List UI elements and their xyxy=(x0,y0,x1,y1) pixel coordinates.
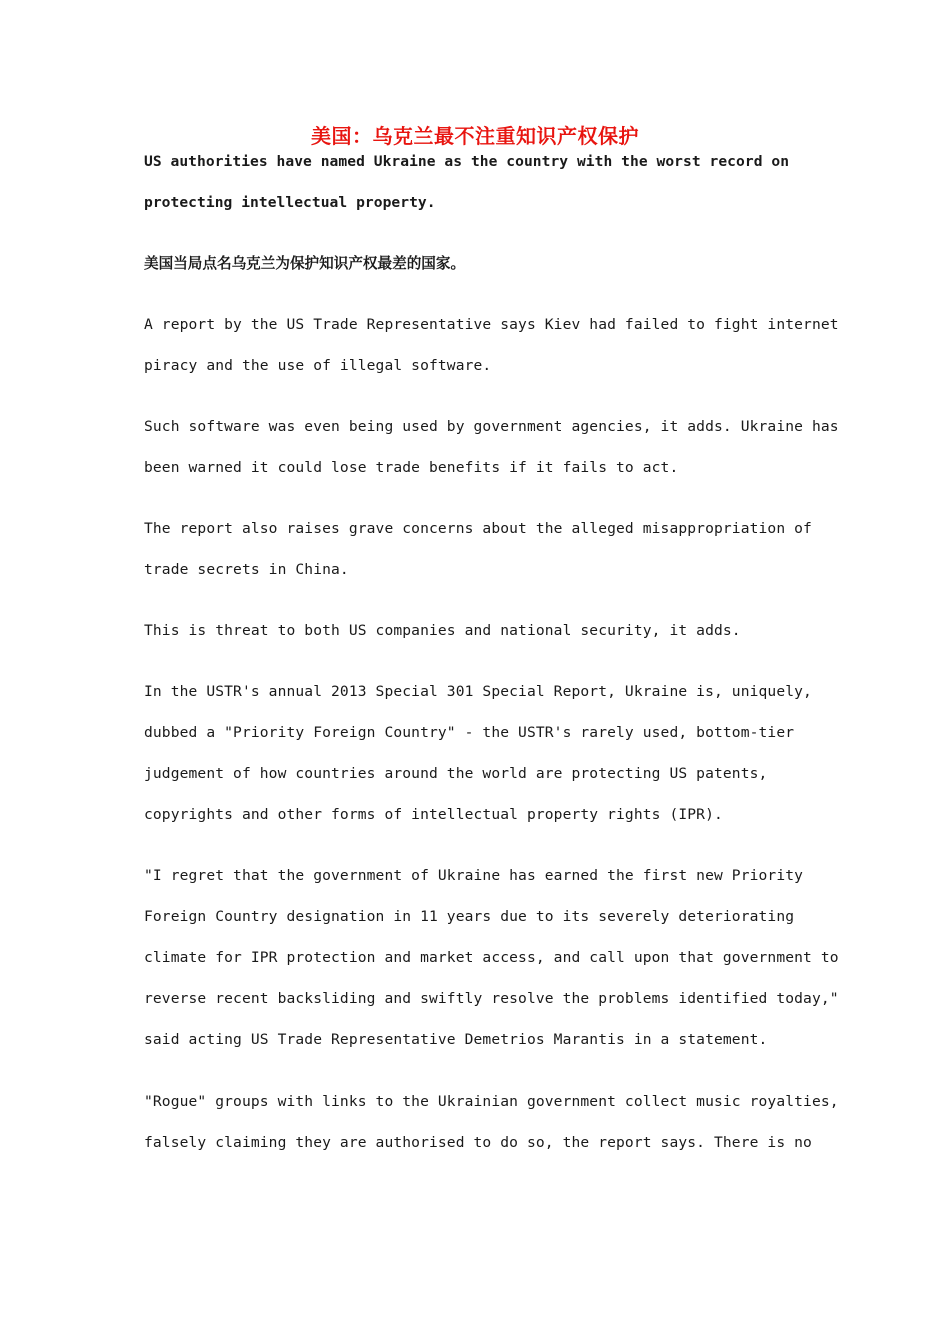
paragraph-line: A report by the US Trade Representative says Kiev had failed to fight internet xyxy=(144,316,839,333)
paragraph-line: falsely claiming they are authorised to do so, the report says. There is no xyxy=(144,1134,812,1151)
paragraph-line: trade secrets in China. xyxy=(144,561,349,578)
paragraph-line: "Rogue" groups with links to the Ukrainian government collect music royalties, xyxy=(144,1093,839,1110)
paragraph-line: piracy and the use of illegal software. xyxy=(144,357,492,374)
paragraph-line: judgement of how countries around the world are protecting US patents, xyxy=(144,765,768,782)
paragraph-line: The report also raises grave concerns about the alleged misappropriation of xyxy=(144,520,812,537)
paragraph-line: This is threat to both US companies and national security, it adds. xyxy=(144,622,741,639)
intro-line-2: protecting intellectual property. xyxy=(144,194,436,211)
paragraph-line: been warned it could lose trade benefits if it fails to act. xyxy=(144,459,679,476)
paragraph-line: said acting US Trade Representative Demetrios Marantis in a statement. xyxy=(144,1031,768,1048)
intro-translation: 美国当局点名乌克兰为保护知识产权最差的国家。 xyxy=(144,255,466,272)
document-title: 美国：乌克兰最不注重知识产权保护 xyxy=(311,124,639,148)
paragraph-line: "I regret that the government of Ukraine has earned the first new Priority xyxy=(144,867,804,884)
paragraph-line: climate for IPR protection and market access, and call upon that government to xyxy=(144,949,839,966)
paragraph-line: Such software was even being used by government agencies, it adds. Ukraine has xyxy=(144,418,839,435)
paragraph-line: In the USTR's annual 2013 Special 301 Special Report, Ukraine is, uniquely, xyxy=(144,683,812,700)
paragraph-line: dubbed a "Priority Foreign Country" - the USTR's rarely used, bottom-tier xyxy=(144,724,795,741)
paragraph-line: copyrights and other forms of intellectual property rights (IPR). xyxy=(144,806,723,823)
paragraph-line: reverse recent backsliding and swiftly resolve the problems identified today," xyxy=(144,990,839,1007)
paragraph-line: Foreign Country designation in 11 years due to its severely deteriorating xyxy=(144,908,795,925)
intro-line-1: US authorities have named Ukraine as the country with the worst record on xyxy=(144,153,790,170)
